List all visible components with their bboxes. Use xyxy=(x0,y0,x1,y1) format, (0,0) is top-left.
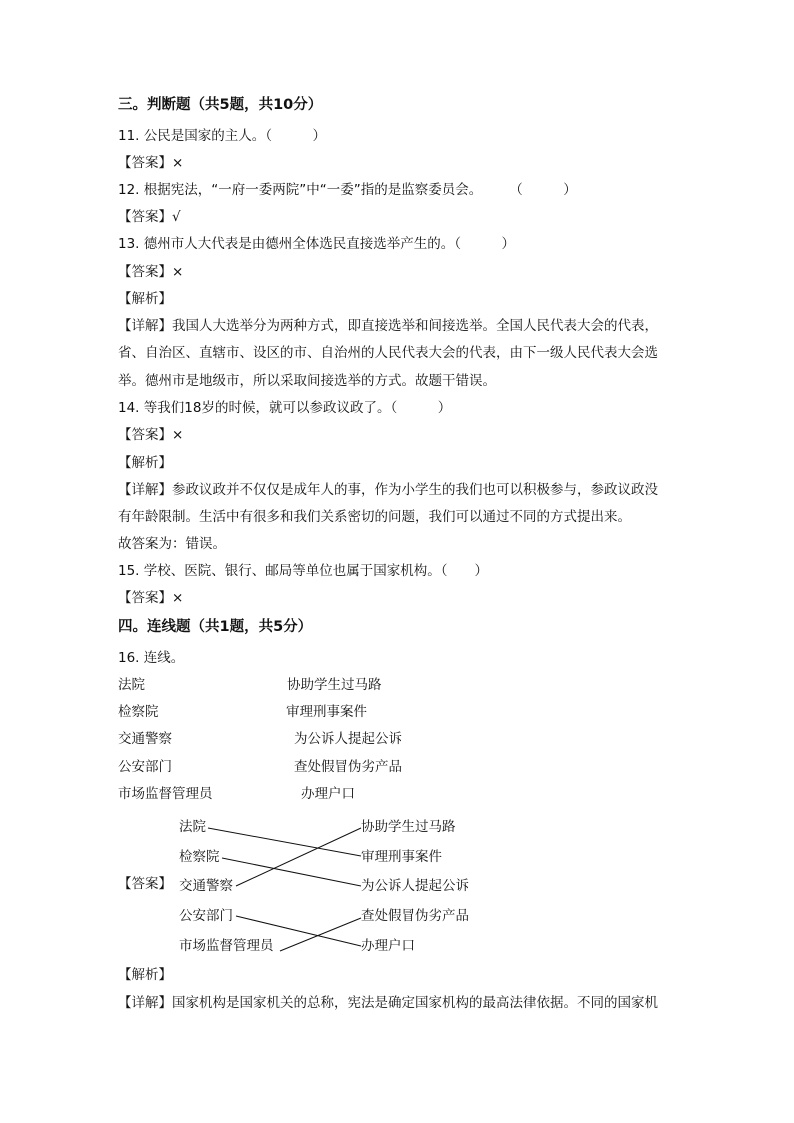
match-line-procuratorate xyxy=(222,858,361,886)
analysis-13-label: 【解析】 xyxy=(118,291,172,307)
right-item-help-students: 协助学生过马路 xyxy=(287,677,382,693)
match-line-court xyxy=(208,828,361,856)
left-item-procuratorate: 检察院 xyxy=(118,704,159,720)
answer-15: 【答案】× xyxy=(118,590,184,606)
answer-11: 【答案】× xyxy=(118,155,184,171)
answer-left-traffic-police: 交通警察 xyxy=(179,878,233,894)
detail-13-line-2: 省、自治区、直辖市、设区的市、自治州的人民代表大会的代表，由下一级人民代表大会选 xyxy=(118,345,658,361)
question-15: 15. 学校、医院、银行、邮局等单位也属于国家机构。（ ） xyxy=(118,563,489,579)
answer-14: 【答案】× xyxy=(118,427,184,443)
answer-left-procuratorate: 检察院 xyxy=(179,849,220,865)
detail-13-line-1: 【详解】我国人大选举分为两种方式，即直接选举和间接选举。全国人民代表大会的代表， xyxy=(118,318,658,334)
section-4-title: 四。连线题（共1题，共5分） xyxy=(118,619,313,635)
detail-14-line-2: 有年龄限制。生活中有很多和我们关系密切的问题，我们可以通过不同的方式提出来。 xyxy=(118,509,631,525)
question-11: 11. 公民是国家的主人。（ ） xyxy=(118,128,327,144)
answer-right-prosecution: 为公诉人提起公诉 xyxy=(361,878,469,894)
analysis-14-label: 【解析】 xyxy=(118,455,172,471)
left-item-public-security: 公安部门 xyxy=(118,759,172,775)
analysis-16-label: 【解析】 xyxy=(118,967,172,983)
match-line-market-supervisor xyxy=(280,918,361,951)
match-line-public-security xyxy=(236,916,361,946)
answer-left-market-supervisor: 市场监督管理员 xyxy=(179,938,274,954)
detail-16-line-1: 【详解】国家机构是国家机关的总称，宪法是确定国家机构的最高法律依据。不同的国家机 xyxy=(118,995,658,1011)
answer-right-household: 办理户口 xyxy=(361,938,415,954)
right-item-try-cases: 审理刑事案件 xyxy=(286,704,367,720)
section-3-title: 三。判断题（共5题，共10分） xyxy=(118,97,323,113)
right-item-prosecution: 为公诉人提起公诉 xyxy=(294,731,402,747)
question-16: 16. 连线。 xyxy=(118,650,185,666)
answer-left-court: 法院 xyxy=(179,819,206,835)
detail-14-line-1: 【详解】参政议政并不仅仅是成年人的事，作为小学生的我们也可以积极参与，参政议政没 xyxy=(118,482,658,498)
question-14: 14. 等我们18岁的时候，就可以参政议政了。（ ） xyxy=(118,400,452,416)
detail-14-line-3: 故答案为：错误。 xyxy=(118,536,226,552)
answer-12: 【答案】√ xyxy=(118,209,181,225)
answer-13: 【答案】× xyxy=(118,264,184,280)
detail-13-line-3: 举。德州市是地级市，所以采取间接选举的方式。故题干错误。 xyxy=(118,373,496,389)
answer-right-try-cases: 审理刑事案件 xyxy=(361,849,442,865)
answer-right-counterfeit: 查处假冒伪劣产品 xyxy=(361,908,469,924)
answer-left-public-security: 公安部门 xyxy=(179,908,233,924)
left-item-court: 法院 xyxy=(118,677,145,693)
left-item-traffic-police: 交通警察 xyxy=(118,731,172,747)
question-13: 13. 德州市人大代表是由德州全体选民直接选举产生的。（ ） xyxy=(118,236,516,252)
question-12: 12. 根据宪法，“一府一委两院”中“一委”指的是监察委员会。 （ ） xyxy=(118,182,577,198)
left-item-market-supervisor: 市场监督管理员 xyxy=(118,786,213,802)
answer-16-label: 【答案】 xyxy=(118,876,172,892)
right-item-household: 办理户口 xyxy=(301,786,355,802)
right-item-counterfeit: 查处假冒伪劣产品 xyxy=(294,759,402,775)
answer-right-help-students: 协助学生过马路 xyxy=(361,819,456,835)
